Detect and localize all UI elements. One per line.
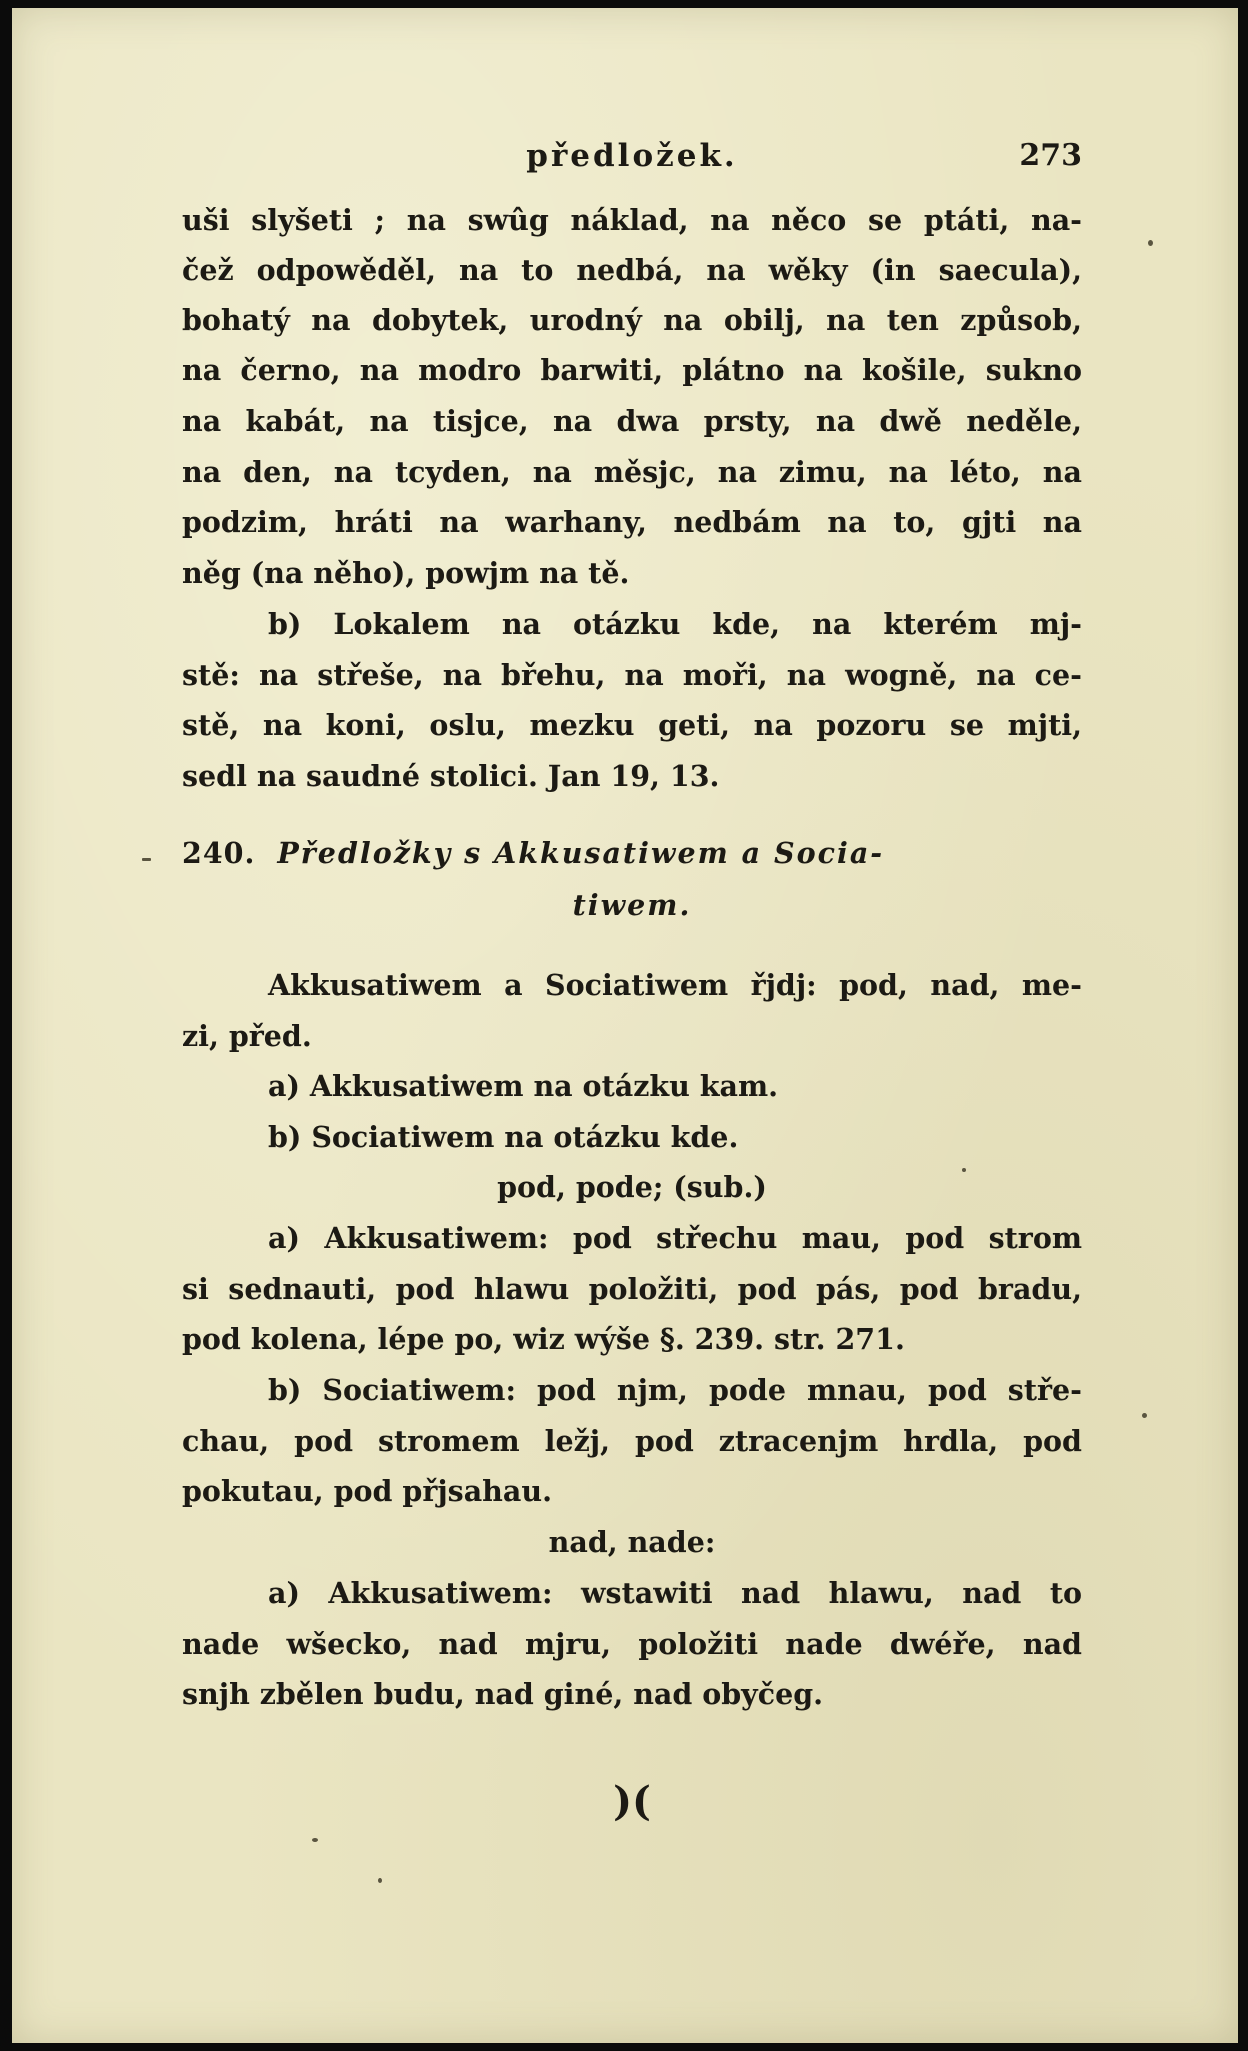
subheading-pod: pod, pode; (sub.) <box>497 1170 767 1204</box>
text-line: čež odpowěděl, na to nedbá, na wěky (in saecula), <box>182 253 1082 287</box>
text-line: pokutau, pod přjsahau. <box>182 1474 552 1508</box>
text-line: nade wšecko, nad mjru, položiti nade dwéře, nad <box>182 1627 1082 1661</box>
paper-speck <box>312 1838 318 1842</box>
paper-speck <box>1142 1413 1147 1418</box>
text-line: sedl na saudné stolici. Jan 19, 13. <box>182 759 720 793</box>
text-line: na den, na tcyden, na měsjc, na zimu, na léto, na <box>182 455 1082 489</box>
section-title-cont: tiwem. <box>572 888 692 922</box>
end-ornament: )( <box>613 1778 651 1825</box>
running-header: předložek. <box>526 138 738 174</box>
paper-speck <box>378 1878 382 1883</box>
section-number: 240. <box>182 836 256 870</box>
paper-speck <box>962 1168 966 1172</box>
paper-speck <box>142 858 151 861</box>
text-line: chau, pod stromem ležj, pod ztracenjm hrdla, pod <box>182 1424 1082 1458</box>
text-line: zi, před. <box>182 1019 312 1053</box>
text-line: snjh zbělen budu, nad giné, nad obyčeg. <box>182 1677 824 1711</box>
case-line: b) Sociatiwem na otázku kde. <box>268 1120 739 1154</box>
page-number: 273 <box>1019 138 1082 173</box>
case-line: a) Akkusatiwem na otázku kam. <box>268 1069 779 1103</box>
text-line: na kabát, na tisjce, na dwa prsty, na dwě neděle, <box>182 404 1082 438</box>
text-line: Akkusatiwem a Sociatiwem řjdj: pod, nad, me- <box>268 968 1082 1002</box>
text-line: pod kolena, lépe po, wiz wýše §. 239. str. 271. <box>182 1322 905 1356</box>
text-line: uši slyšeti ; na swûg náklad, na něco se ptáti, na- <box>182 203 1082 237</box>
text-line: něg (na něho), powjm na tě. <box>182 556 630 590</box>
section-title: Předložky s Akkusatiwem a Socia- <box>277 836 885 870</box>
text-line: bohatý na dobytek, urodný na obilj, na ten způsob, <box>182 303 1082 337</box>
text-line: b) Sociatiwem: pod njm, pode mnau, pod stře- <box>268 1373 1082 1407</box>
book-page <box>12 8 1238 2043</box>
text-line: na černo, na modro barwiti, plátno na košile, sukno <box>182 353 1082 387</box>
text-line: stě, na koni, oslu, mezku geti, na pozoru se mjti, <box>182 708 1082 742</box>
text-line: si sednauti, pod hlawu položiti, pod pás, pod bradu, <box>182 1272 1082 1306</box>
text-line: podzim, hráti na warhany, nedbám na to, gjti na <box>182 505 1082 539</box>
text-line: stě: na střeše, na břehu, na moři, na wogně, na ce- <box>182 658 1082 692</box>
paper-speck <box>1148 240 1153 246</box>
section-heading <box>182 836 1082 886</box>
text-line: a) Akkusatiwem: wstawiti nad hlawu, nad to <box>268 1576 1082 1610</box>
subheading-nad: nad, nade: <box>548 1525 716 1559</box>
text-line: b) Lokalem na otázku kde, na kterém mj- <box>268 607 1082 641</box>
text-line: a) Akkusatiwem: pod střechu mau, pod strom <box>268 1221 1082 1255</box>
